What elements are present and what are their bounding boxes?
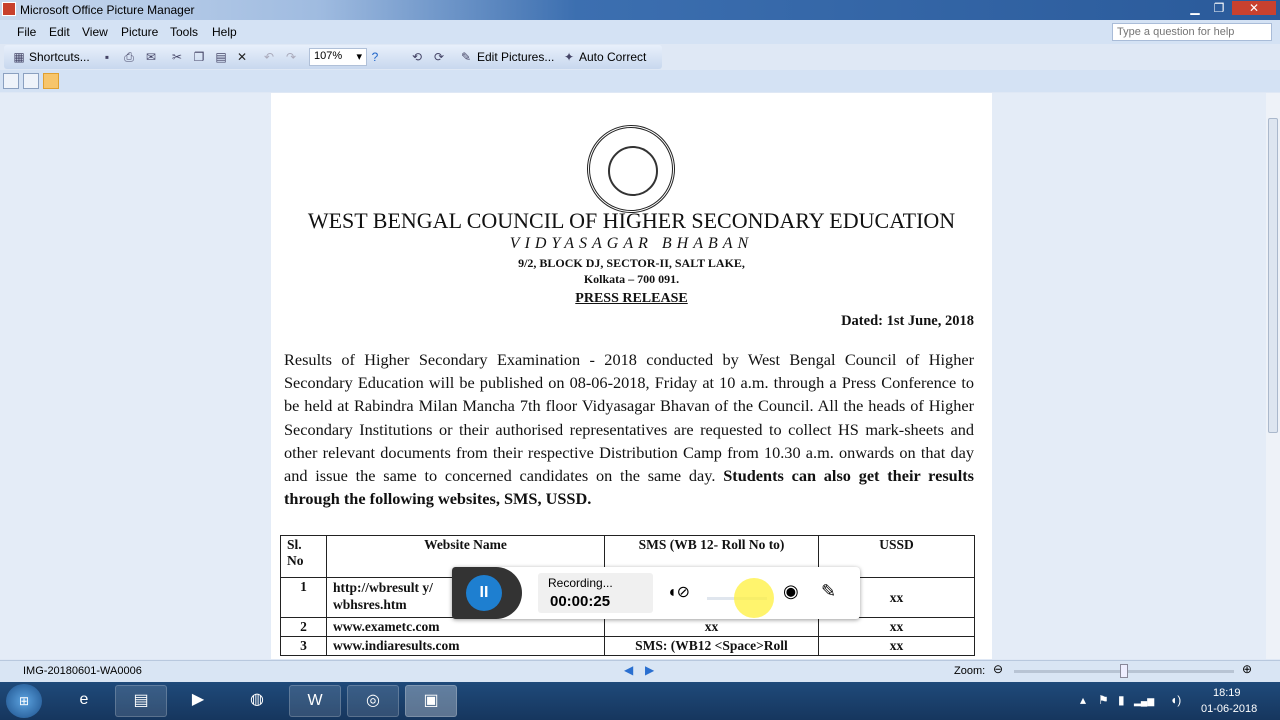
- recording-timer: 00:00:25: [550, 593, 611, 610]
- mute-audio-icon[interactable]: ◖⊘: [667, 584, 691, 601]
- webcam-icon[interactable]: ◉: [783, 581, 799, 601]
- standard-toolbar: [4, 45, 662, 69]
- shortcuts-button[interactable]: Shortcuts...: [29, 50, 90, 64]
- help-search-input[interactable]: [1112, 23, 1272, 41]
- undo-icon[interactable]: ↶: [263, 50, 275, 64]
- body-paragraph: [284, 348, 974, 510]
- restore-button[interactable]: ❐: [1213, 1, 1225, 15]
- address-line-2: Kolkata – 700 091.: [583, 272, 680, 286]
- edit-pictures-button[interactable]: Edit Pictures...: [477, 50, 555, 64]
- clock-date[interactable]: 01-06-2018: [1201, 703, 1258, 715]
- cell: xx: [819, 637, 975, 656]
- edit-pictures-icon: ✎: [460, 50, 472, 64]
- filmstrip-view-icon[interactable]: [23, 73, 39, 89]
- thumbnail-view-icon[interactable]: [3, 73, 19, 89]
- action-center-flag-icon[interactable]: ⚑: [1098, 693, 1109, 707]
- minimize-button[interactable]: ▁: [1190, 1, 1200, 15]
- rotate-left-icon[interactable]: ⟲: [411, 50, 423, 64]
- screen-recorder-widget: [452, 567, 860, 619]
- vertical-scrollbar[interactable]: [1266, 93, 1280, 659]
- file-name: IMG-20180601-WA0006: [23, 665, 142, 677]
- menu-picture[interactable]: Picture: [121, 25, 159, 39]
- single-picture-view-icon[interactable]: [43, 73, 59, 89]
- close-button[interactable]: ✕: [1232, 1, 1276, 15]
- zoom-slider[interactable]: [1014, 670, 1234, 673]
- cut-icon[interactable]: ✂: [171, 50, 183, 64]
- window-title: Microsoft Office Picture Manager: [20, 3, 195, 17]
- cell: xx: [819, 578, 975, 618]
- redo-icon[interactable]: ↷: [285, 50, 297, 64]
- pencil-icon[interactable]: ✎: [821, 581, 837, 601]
- word-icon[interactable]: W: [289, 685, 341, 717]
- delete-icon[interactable]: ✕: [236, 50, 248, 64]
- header-website: Website Name: [327, 536, 605, 578]
- save-icon[interactable]: ▪: [104, 50, 110, 64]
- rotate-right-icon[interactable]: ⟳: [433, 50, 445, 64]
- building-name: VIDYASAGAR BHABAN: [509, 235, 754, 252]
- cell: SMS: (WB12 <Space>Roll: [605, 637, 819, 656]
- cell: xx: [819, 618, 975, 637]
- council-seal-logo: [587, 125, 675, 213]
- next-picture-icon[interactable]: ▶: [645, 663, 655, 677]
- table-row: [281, 637, 975, 656]
- internet-explorer-icon[interactable]: e: [79, 691, 89, 708]
- network-signal-icon[interactable]: ▂▄▆: [1134, 696, 1155, 706]
- email-icon[interactable]: ✉: [145, 50, 157, 64]
- bold-line: Students can also get their results through the following websites, SMS, USSD.: [284, 466, 974, 509]
- paste-icon[interactable]: ▤: [215, 50, 227, 64]
- auto-correct-icon: ✦: [563, 50, 575, 64]
- view-bar: [0, 70, 1280, 92]
- battery-icon[interactable]: ▮: [1118, 693, 1125, 707]
- menu-edit[interactable]: Edit: [49, 25, 70, 39]
- header-ussd: USSD: [819, 536, 975, 578]
- print-icon[interactable]: ⎙: [124, 50, 134, 64]
- cell: www.indiaresults.com: [327, 637, 605, 656]
- table-row: [281, 618, 975, 637]
- cell: xx: [605, 618, 819, 637]
- chevron-down-icon: ▾: [356, 51, 362, 63]
- cursor-highlight: [734, 578, 774, 618]
- menu-help[interactable]: Help: [212, 25, 237, 39]
- paragraph-text: Results of Higher Secondary Examination - 2018 conducted by West Bengal Council of Higher Secondary Education will be published on 08-06-2018, Friday at 10 a.m. through a Press Conference to be held at Rabindra Milan Mancha 7th floor Vidyasagar Bhavan of the Council. All the heads of Higher Secondary Institutions or their authorised representatives are requested to collect HS mark-sheets and other relevant documents from their respective Distribution Camp from 10.30 a.m. onwards on that day and issue the same to concerned candidates on the same day.: [284, 350, 974, 486]
- show-hidden-icons[interactable]: ▴: [1080, 693, 1087, 707]
- copy-icon[interactable]: ❐: [193, 50, 205, 64]
- cell: 1: [281, 578, 327, 618]
- header-sl-no: Sl. No: [281, 536, 327, 578]
- header-sms: SMS (WB 12- Roll No to): [605, 536, 819, 578]
- auto-correct-button[interactable]: Auto Correct: [579, 50, 647, 64]
- zoom-label: Zoom:: [954, 665, 986, 677]
- zoom-in-icon[interactable]: ⊕: [1242, 662, 1253, 676]
- cell-website-text: http://wbresult y/wbhsres.htm: [333, 580, 433, 612]
- pause-button[interactable]: II: [466, 575, 502, 611]
- zoom-slider-thumb[interactable]: [1120, 664, 1128, 678]
- chrome-icon[interactable]: ◎: [347, 685, 399, 717]
- volume-icon[interactable]: ◖): [1170, 693, 1182, 707]
- media-player-icon[interactable]: ▶: [191, 691, 205, 708]
- menu-view[interactable]: View: [82, 25, 108, 39]
- cell: 3: [281, 637, 327, 656]
- previous-picture-icon[interactable]: ◀: [624, 663, 634, 677]
- menu-tools[interactable]: Tools: [170, 25, 199, 39]
- recording-status: [538, 573, 653, 613]
- press-release-heading: PRESS RELEASE: [575, 291, 688, 306]
- file-explorer-icon[interactable]: ▤: [115, 685, 167, 717]
- zoom-value: 107%: [314, 50, 343, 62]
- scrollbar-thumb[interactable]: [1268, 118, 1278, 433]
- cell: www.exametc.com: [327, 618, 605, 637]
- status-bar: [0, 660, 1280, 682]
- menu-file[interactable]: File: [17, 25, 37, 39]
- firefox-icon[interactable]: ◍: [250, 691, 264, 708]
- zoom-out-icon[interactable]: ⊖: [993, 662, 1004, 676]
- start-button[interactable]: ⊞: [6, 684, 42, 718]
- recording-label: Recording...: [548, 576, 613, 590]
- org-name: WEST BENGAL COUNCIL OF HIGHER SECONDARY EDUCATION: [307, 208, 956, 233]
- date-line: Dated: 1st June, 2018: [841, 313, 974, 329]
- shortcuts-icon: ▦: [13, 50, 25, 64]
- cell: 2: [281, 618, 327, 637]
- app-icon: [2, 2, 16, 16]
- title-bar: [0, 0, 1280, 20]
- help-icon[interactable]: ?: [371, 50, 379, 64]
- recorder-control-area: [452, 567, 522, 619]
- taskbar: [0, 682, 1280, 720]
- menu-bar: [0, 20, 1280, 44]
- address-line-1: 9/2, BLOCK DJ, SECTOR-II, SALT LAKE,: [518, 256, 745, 270]
- clock-time[interactable]: 18:19: [1213, 687, 1241, 699]
- picture-manager-icon[interactable]: ▣: [405, 685, 457, 717]
- zoom-select[interactable]: [309, 48, 367, 66]
